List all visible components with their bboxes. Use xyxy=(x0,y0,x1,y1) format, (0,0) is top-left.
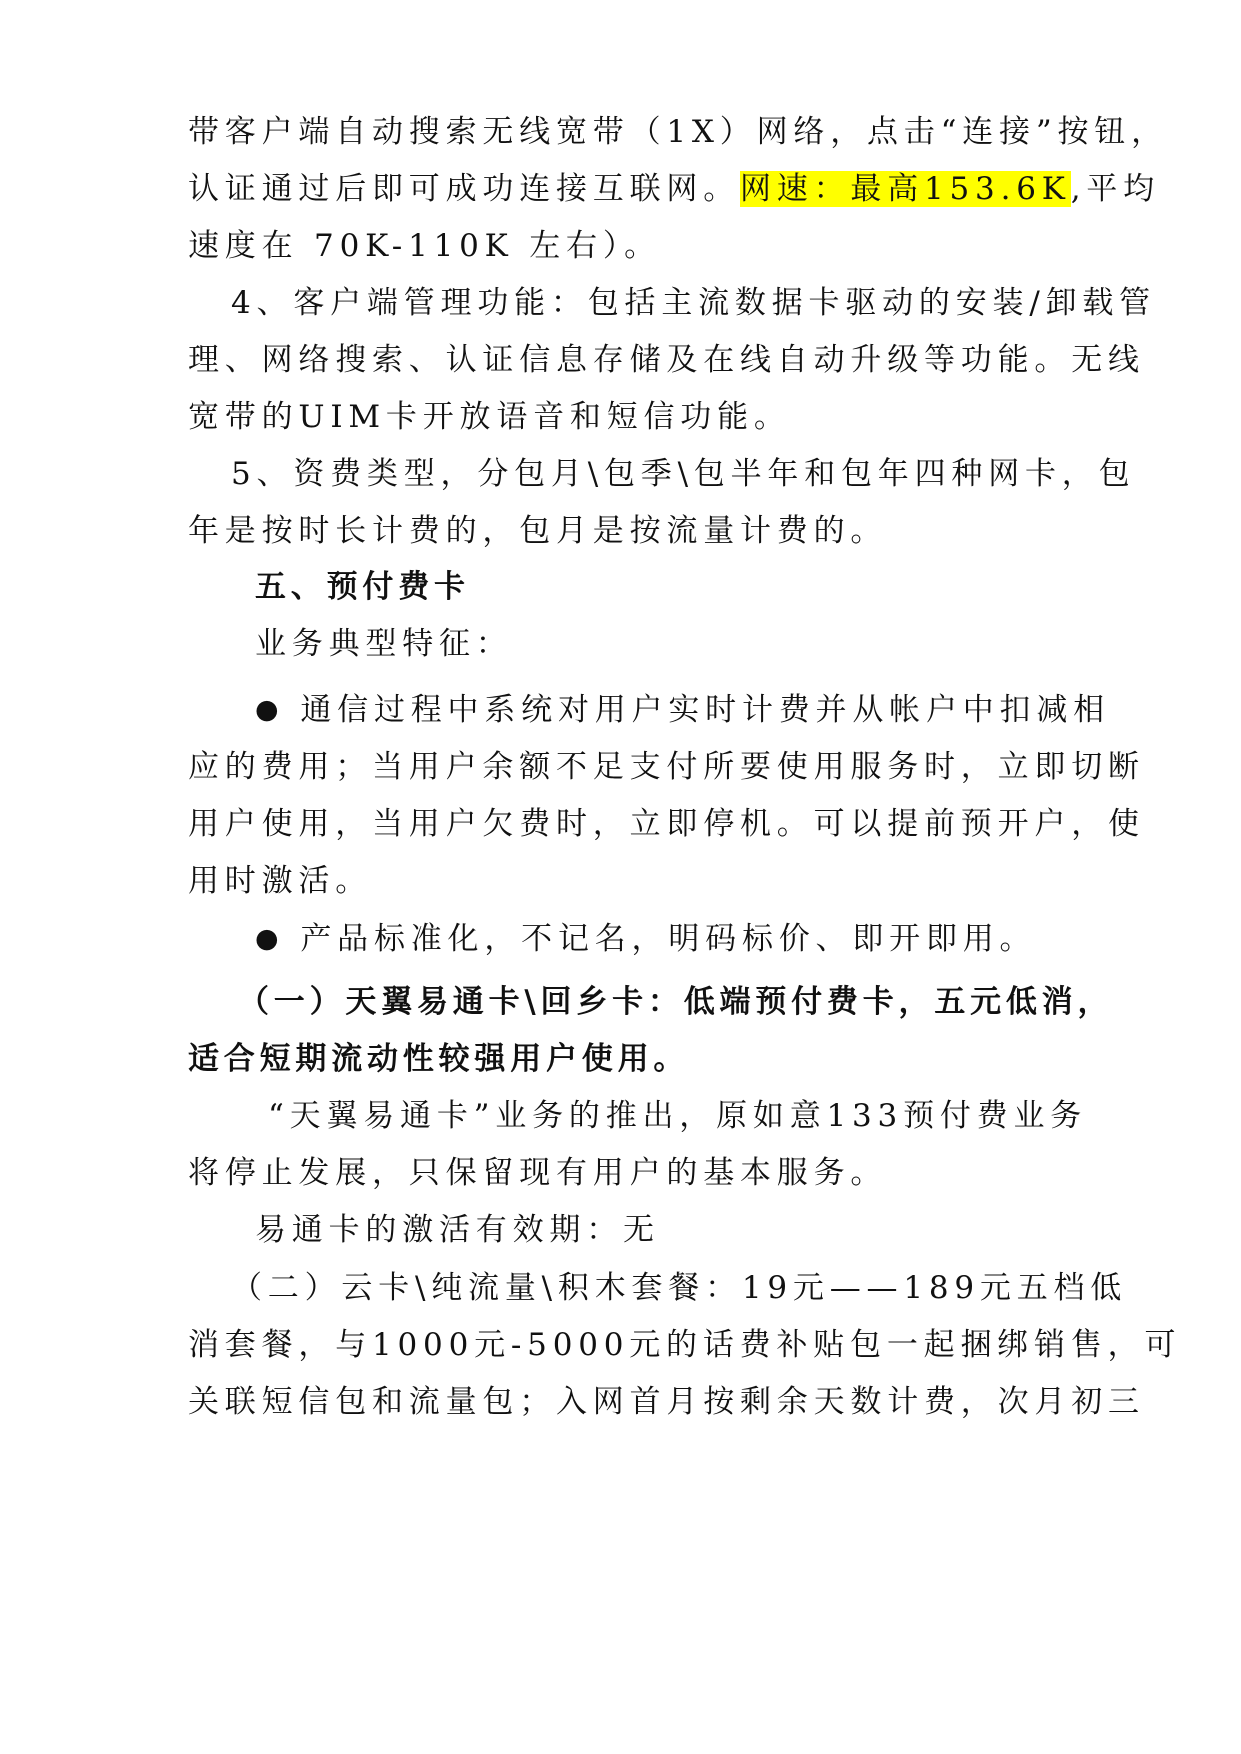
subsection-heading xyxy=(238,982,1114,1022)
bullet-icon: ● xyxy=(255,694,285,725)
paragraph-line xyxy=(188,1382,1145,1422)
paragraph-line xyxy=(188,226,1068,266)
highlighted-text: 网速：最高153.6K xyxy=(740,171,1071,207)
text-line: 通信过程中系统对用户实时计费并从帐户中扣减相 xyxy=(300,692,1110,728)
heading-text: （一）天翼易通卡\回乡卡：低端预付费卡，五元低消， xyxy=(238,984,1114,1020)
text-line: 将停止发展，只保留现有用户的基本服务。 xyxy=(188,1155,888,1191)
text-line: 用时激活。 xyxy=(188,863,372,899)
text-line: 带客户端自动搜索无线宽带（1X）网络，点击“连接”按钮， xyxy=(188,114,1168,150)
text-line: 理、网络搜索、认证信息存储及在线自动升级等功能。无线 xyxy=(188,342,1145,378)
bullet-line xyxy=(255,919,1068,959)
paragraph-line xyxy=(188,1325,1182,1365)
text-line: （二）云卡\纯流量\积木套餐：19元——189元五档低 xyxy=(231,1270,1128,1306)
text-line: 消套餐，与1000元-5000元的话费补贴包一起捆绑销售，可 xyxy=(188,1327,1182,1363)
text-line: 5、资费类型，分包月\包季\包半年和包年四种网卡，包 xyxy=(231,456,1136,492)
text-line: 易通卡的激活有效期：无 xyxy=(255,1212,660,1248)
text-line: 年是按时长计费的，包月是按流量计费的。 xyxy=(188,513,888,549)
paragraph-line xyxy=(188,861,1068,901)
paragraph-line xyxy=(188,1153,1068,1193)
text-line: 产品标准化，不记名，明码标价、即开即用。 xyxy=(300,921,1037,957)
text-line: 速度在 70K-110K 左右）。 xyxy=(188,228,661,264)
paragraph-line xyxy=(255,624,1068,664)
paragraph-line xyxy=(231,1268,1128,1308)
section-heading xyxy=(255,567,1068,607)
paragraph-line xyxy=(188,340,1145,380)
paragraph-line xyxy=(188,747,1145,787)
text-line: 4、客户端管理功能：包括主流数据卡驱动的安装/卸载管 xyxy=(231,285,1156,321)
text-line: 认证通过后即可成功连接互联网。 xyxy=(188,171,740,207)
text-line: 用户使用，当用户欠费时，立即停机。可以提前预开户，使 xyxy=(188,806,1145,842)
text-line: 宽带的UIM卡开放语音和短信功能。 xyxy=(188,399,791,435)
text-line: 应的费用；当用户余额不足支付所要使用服务时，立即切断 xyxy=(188,749,1145,785)
paragraph-line xyxy=(188,804,1145,844)
heading-text: 五、预付费卡 xyxy=(255,569,470,605)
subsection-heading xyxy=(188,1039,1068,1079)
paragraph-line xyxy=(188,169,1160,209)
text-line: ,平均 xyxy=(1070,171,1160,207)
paragraph-line xyxy=(268,1096,1088,1136)
text-line: “天翼易通卡”业务的推出，原如意133预付费业务 xyxy=(268,1098,1088,1134)
paragraph-line xyxy=(255,1210,1068,1250)
bullet-icon: ● xyxy=(255,923,285,954)
paragraph-line xyxy=(188,397,1068,437)
paragraph-line xyxy=(231,283,1156,323)
paragraph-line xyxy=(188,511,1068,551)
paragraph-line xyxy=(231,454,1136,494)
text-line: 关联短信包和流量包；入网首月按剩余天数计费，次月初三 xyxy=(188,1384,1145,1420)
bullet-line xyxy=(255,690,1110,730)
paragraph-line xyxy=(188,112,1168,152)
text-line: 业务典型特征： xyxy=(255,626,513,662)
heading-text: 适合短期流动性较强用户使用。 xyxy=(188,1041,690,1077)
